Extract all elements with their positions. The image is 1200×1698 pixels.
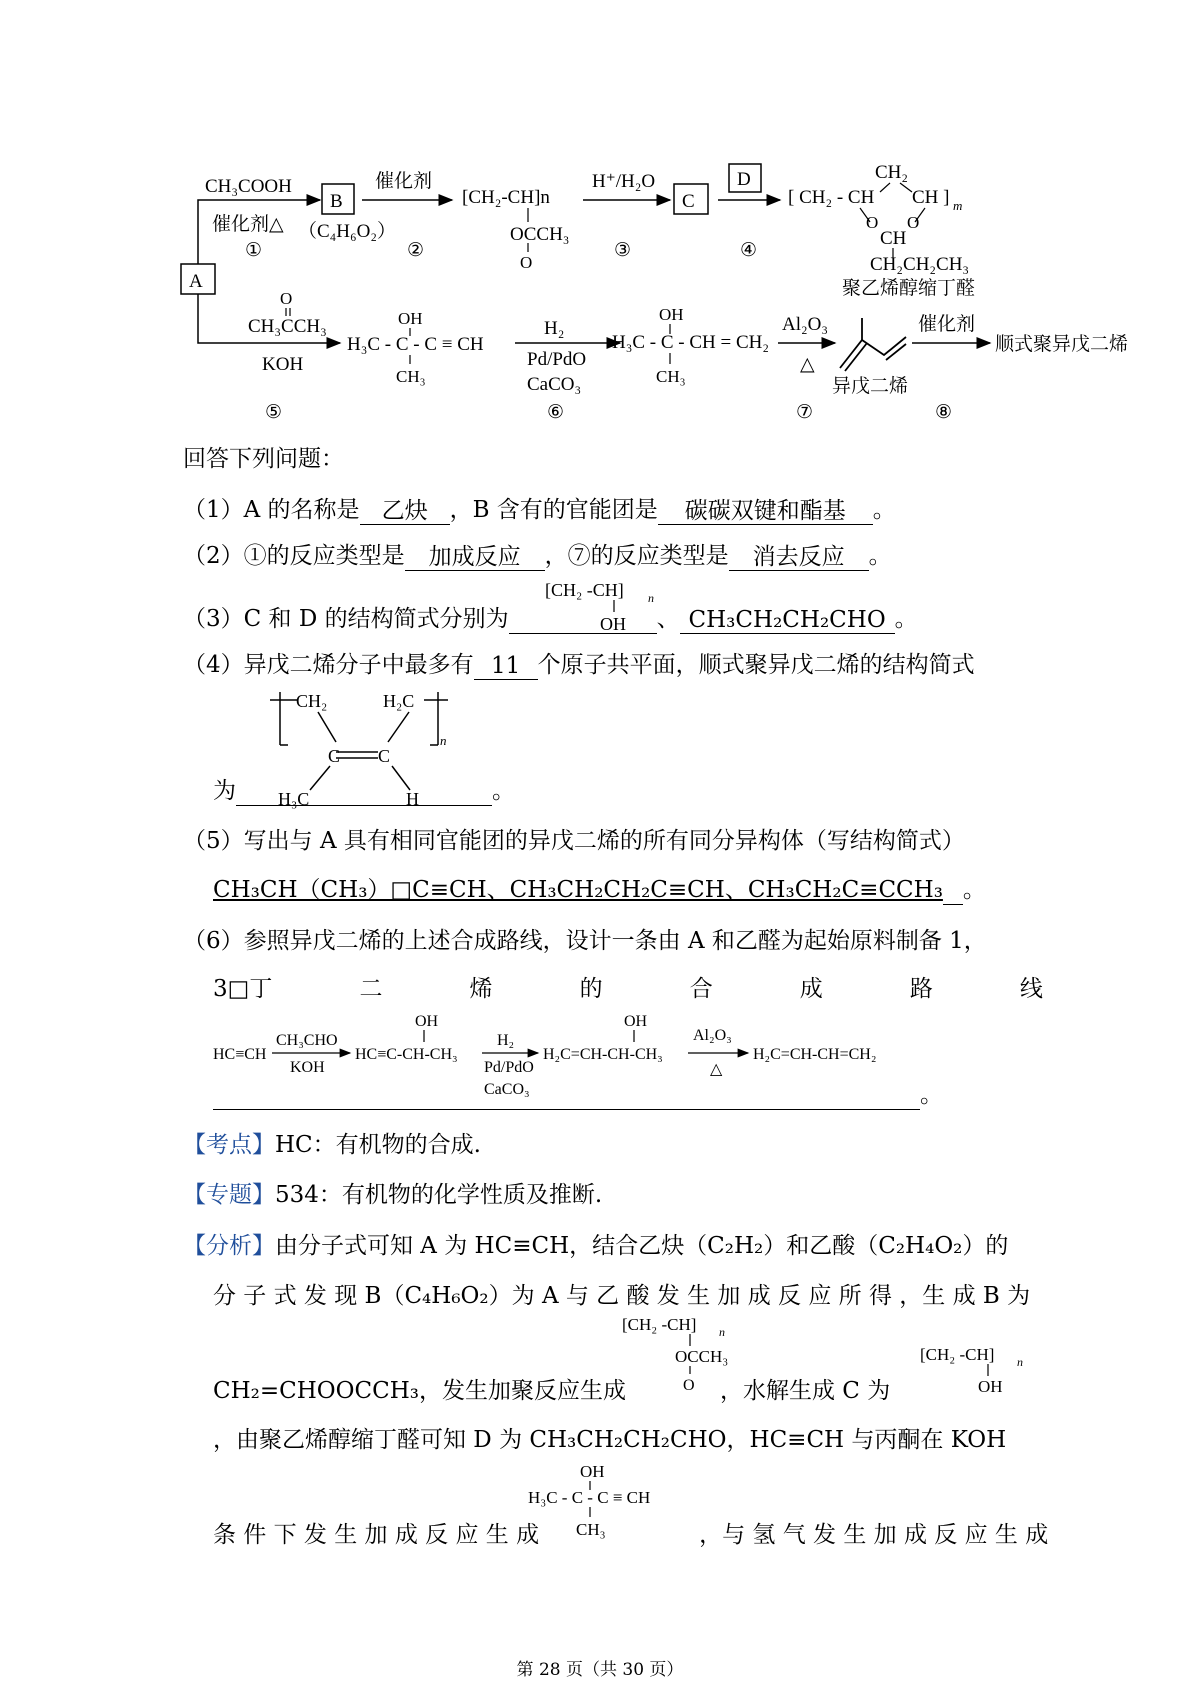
- svg-text:CH₃: CH₃: [576, 1520, 606, 1539]
- kaodian: [183, 1130, 481, 1160]
- svg-text:m: m: [953, 198, 963, 213]
- q5: （5）写出与 A 具有相同官能团的异戊二烯的所有同分异构体（写结构简式）: [183, 828, 965, 854]
- fenxi-l2: 分 子 式 发 现 B（C₄H₆O₂）为 A 与 乙 酸 发 生 加 成 反 应 所 得 ，生 成 B 为: [213, 1283, 1031, 1309]
- q3-text: （3）C 和 D 的结构简式分别为: [183, 606, 509, 632]
- svg-text:CH₂: CH₂: [296, 691, 328, 711]
- svg-text:CH: CH: [880, 228, 907, 249]
- svg-text:O: O: [866, 213, 879, 232]
- svg-text:H₂C: H₂C: [383, 691, 415, 711]
- r5-cond: KOH: [262, 354, 304, 375]
- pvb-name: 聚乙烯醇缩丁醛: [842, 278, 976, 299]
- svg-text:OH: OH: [600, 614, 626, 634]
- q2-end: 。: [868, 543, 892, 569]
- q4-end: 。: [492, 778, 515, 804]
- svg-text:[CH₂ -CH]: [CH₂ -CH]: [622, 1315, 697, 1334]
- product: 顺式聚异戊二烯: [995, 334, 1129, 355]
- route-r1: CH₃CHO: [276, 1032, 338, 1049]
- int2: H₃C - C - CH = CH₂: [612, 332, 769, 353]
- step-1: ①: [245, 240, 263, 261]
- r1-reagent: CH₃COOH: [205, 176, 292, 197]
- svg-text:H₃C: H₃C: [278, 789, 310, 809]
- fenxi-l4: ，由聚乙烯醇缩丁醛可知 D 为 CH₃CH₂CH₂CHO，HC≡CH 与丙酮在 KOH: [213, 1427, 1007, 1453]
- r6-reagent: H₂: [544, 318, 565, 339]
- zhuanti-tag: 【专题】: [183, 1182, 275, 1208]
- svg-text:H: H: [406, 789, 419, 809]
- r7-cond: △: [800, 354, 815, 375]
- fenxi-l1: 由分子式可知 A 为 HC≡CH，结合乙炔（C₂H₂）和乙酸（C₂H₄O₂）的: [275, 1233, 1009, 1259]
- q6: （6）参照异戊二烯的上述合成路线，设计一条由 A 和乙醛为起始原料制备 1，: [183, 928, 987, 954]
- box-d-label: D: [737, 169, 751, 190]
- q4: [183, 650, 975, 680]
- poly1: [CH₂-CH]n: [462, 187, 550, 208]
- q6-word: 合: [689, 976, 713, 1002]
- svg-text:CH₂CH₂CH₃: CH₂CH₂CH₃: [870, 254, 970, 275]
- step-3: ③: [614, 240, 632, 261]
- q3-end: 。: [894, 606, 918, 632]
- q4-wei: 为: [213, 778, 236, 804]
- svg-text:O: O: [683, 1377, 695, 1394]
- route-c2a: Pd/PdO: [484, 1059, 534, 1076]
- svg-text:C: C: [378, 746, 391, 766]
- svg-text:n: n: [440, 733, 447, 748]
- r7-reagent: Al₂O₃: [782, 314, 828, 335]
- intro: 回答下列问题：: [183, 446, 344, 472]
- q3: [183, 604, 918, 634]
- fenxi-l5a: 条 件 下 发 生 加 成 反 应 生 成: [213, 1522, 540, 1548]
- step-5: ⑤: [265, 402, 283, 423]
- step-6: ⑥: [547, 402, 565, 423]
- q6-word: 烯: [469, 976, 493, 1002]
- route-s4: H₂C=CH-CH=CH₂: [753, 1046, 877, 1063]
- step-7: ⑦: [796, 402, 814, 423]
- q6-end: 。: [920, 1082, 943, 1108]
- fenxi-l5b: ，与 氢 气 发 生 加 成 反 应 生 成: [699, 1522, 1049, 1548]
- fenxi: [183, 1231, 1008, 1261]
- fenxi-l3a: CH₂=CHOOCCH₃，发生加聚反应生成: [213, 1378, 626, 1404]
- q1: [183, 495, 896, 525]
- q4-answer: 11: [474, 651, 538, 680]
- r5-reagent: CH₃CCH₃: [248, 316, 327, 337]
- route-s3: H₂C=CH-CH-CH₃: [543, 1046, 663, 1063]
- q6-word: 二: [359, 976, 383, 1002]
- route-r3: Al₂O₃: [693, 1027, 732, 1044]
- svg-text:CH₃: CH₃: [656, 367, 686, 386]
- svg-text:[ CH₂ - CH: [ CH₂ - CH: [788, 187, 875, 208]
- q5-end: 。: [962, 877, 986, 903]
- route-s2: HC≡C-CH-CH₃: [355, 1046, 458, 1063]
- page-footer: 第 28 页（共 30 页）: [516, 1660, 684, 1680]
- q4-text: （4）异戊二烯分子中最多有: [183, 652, 474, 678]
- route-oh1: OH: [415, 1013, 439, 1030]
- r8-cond: 催化剂: [918, 314, 976, 335]
- svg-text:OCCH₃: OCCH₃: [675, 1347, 729, 1366]
- q2-answer-a: 加成反应: [405, 542, 545, 571]
- pvb-structure: [788, 162, 969, 275]
- q2: [183, 541, 892, 571]
- route-oh2: OH: [624, 1013, 648, 1030]
- step-2: ②: [407, 240, 425, 261]
- q6-word: 3□丁: [213, 976, 273, 1002]
- r2-cond: 催化剂: [375, 171, 433, 192]
- q6-word: 的: [579, 976, 603, 1002]
- fenxi-tag: 【分析】: [183, 1233, 275, 1259]
- svg-text:[CH₂ -CH]: [CH₂ -CH]: [545, 580, 624, 600]
- fenxi-l3: [213, 1376, 890, 1406]
- q4-text2: 个原子共平面，顺式聚异戊二烯的结构简式: [537, 652, 975, 678]
- fenxi-l5: [213, 1520, 1048, 1550]
- svg-text:O: O: [520, 253, 533, 272]
- zhuanti: [183, 1180, 602, 1210]
- svg-text:C: C: [328, 746, 341, 766]
- box-c-label: C: [682, 191, 695, 212]
- step-4: ④: [740, 240, 758, 261]
- route-r2: H₂: [497, 1032, 515, 1049]
- box-b-label: B: [330, 191, 343, 212]
- q1-text2: ，B 含有的官能团是: [449, 497, 658, 523]
- q5-answer-line: [213, 875, 986, 905]
- route-c3: △: [710, 1061, 723, 1078]
- q6-word: 路: [909, 976, 933, 1002]
- q2-text2: ，⑦的反应类型是: [544, 543, 729, 569]
- svg-text:OH: OH: [978, 1377, 1003, 1396]
- q1-answer-b: 碳碳双键和酯基: [658, 496, 873, 525]
- r6-cond1: Pd/PdO: [527, 349, 587, 370]
- svg-text:CH₃: CH₃: [396, 367, 426, 386]
- q1-end: 。: [872, 497, 896, 523]
- route-c1: KOH: [290, 1059, 325, 1076]
- q3-answer-d: CH₃CH₂CH₂CHO: [680, 605, 895, 634]
- poly1-sub: OCCH₃: [510, 224, 570, 245]
- box-a-label: A: [189, 271, 203, 292]
- int1: H₃C - C - C ≡ CH: [347, 334, 484, 355]
- r6-cond2: CaCO₃: [527, 374, 582, 395]
- svg-text:n: n: [719, 1325, 725, 1339]
- isoprene-name: 异戊二烯: [832, 376, 909, 397]
- svg-text:CH₂: CH₂: [875, 162, 909, 183]
- q6-line2: [213, 974, 1043, 1004]
- r3-cond: H⁺/H₂O: [592, 171, 656, 192]
- svg-text:CH ]: CH ]: [912, 187, 950, 208]
- svg-text:H₃C - C - C ≡ CH: H₃C - C - C ≡ CH: [528, 1488, 651, 1507]
- route-c2b: CaCO₃: [484, 1081, 530, 1098]
- q3-sep: 、: [656, 606, 680, 632]
- route-s1: HC≡CH: [213, 1046, 267, 1063]
- svg-text:OH: OH: [580, 1462, 605, 1481]
- step-8: ⑧: [935, 402, 953, 423]
- q5-answer: CH₃CH（CH₃）□C≡CH、CH₃CH₂CH₂C≡CH、CH₃CH₂C≡CCH₃: [213, 877, 943, 903]
- r1-cond: 催化剂△: [212, 214, 284, 235]
- q1-text: （1）A 的名称是: [183, 497, 360, 523]
- q6-word: 成: [799, 976, 823, 1002]
- svg-text:n: n: [1017, 1355, 1023, 1369]
- q6-word: 线: [1019, 976, 1043, 1002]
- fenxi-l3b: ，水解生成 C 为: [720, 1378, 891, 1404]
- svg-text:n: n: [648, 591, 654, 605]
- q2-text: （2）①的反应类型是: [183, 543, 405, 569]
- svg-text:O: O: [280, 289, 293, 308]
- kaodian-tag: 【考点】: [183, 1132, 275, 1158]
- svg-text:[CH₂ -CH]: [CH₂ -CH]: [920, 1345, 995, 1364]
- kaodian-text: HC：有机物的合成.: [275, 1132, 481, 1158]
- svg-text:OH: OH: [659, 305, 684, 324]
- q6-answer-line: [213, 1080, 943, 1110]
- q2-answer-b: 消去反应: [729, 542, 869, 571]
- b-formula: （C₄H₆O₂）: [298, 221, 396, 242]
- q1-answer-a: 乙炔: [360, 496, 450, 525]
- isoprene-skeletal: [840, 318, 906, 371]
- svg-text:OH: OH: [398, 309, 423, 328]
- zhuanti-text: 534：有机物的化学性质及推断.: [275, 1182, 603, 1208]
- q4-line2: [213, 776, 515, 806]
- svg-text:O: O: [907, 213, 920, 232]
